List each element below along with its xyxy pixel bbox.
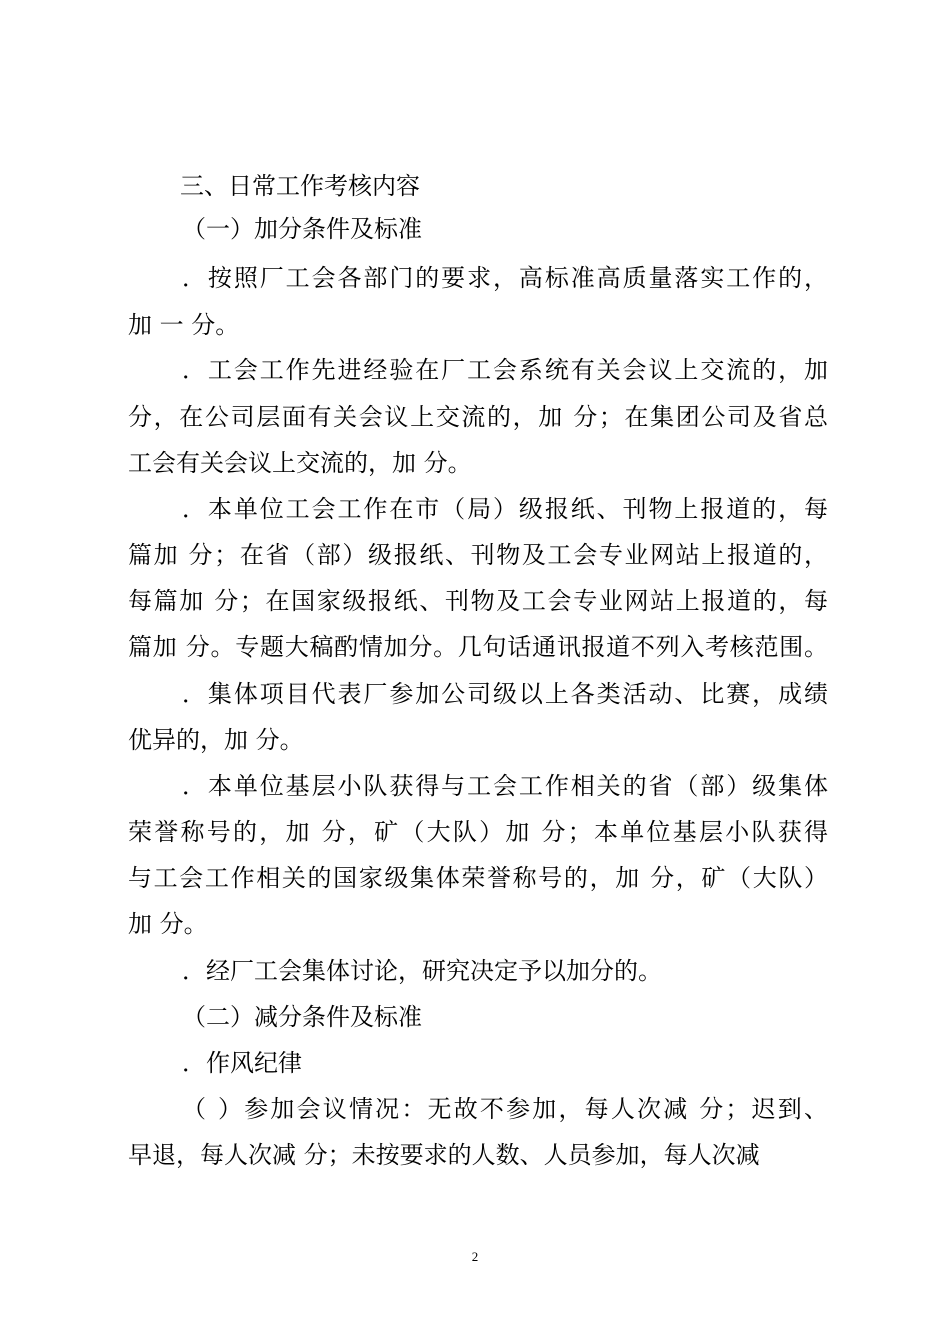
paragraph-line: ．按照厂工会各部门的要求，高标准高质量落实工作的，: [182, 264, 828, 292]
subsection-heading: （二）减分条件及标准: [182, 1003, 422, 1031]
paragraph-line: 加 一 分。: [128, 311, 240, 339]
paragraph-line: 加 分。: [128, 910, 208, 938]
paragraph-line: 工会有关会议上交流的，加 分。: [128, 449, 472, 477]
paragraph-line: ．集体项目代表厂参加公司级以上各类活动、比赛，成绩: [182, 680, 828, 708]
paragraph-line: （ ）参加会议情况：无故不参加，每人次减 分；迟到、: [182, 1095, 828, 1123]
paragraph-line: 分，在公司层面有关会议上交流的，加 分；在集团公司及省总: [128, 403, 828, 431]
paragraph-line: 早退，每人次减 分；未按要求的人数、人员参加，每人次减: [128, 1141, 760, 1169]
paragraph-line: ．工会工作先进经验在厂工会系统有关会议上交流的，加: [182, 356, 828, 384]
section-heading: 三、日常工作考核内容: [180, 172, 420, 200]
paragraph-line: 荣誉称号的，加 分，矿（大队）加 分；本单位基层小队获得: [128, 818, 828, 846]
paragraph-line: ．本单位基层小队获得与工会工作相关的省（部）级集体: [182, 772, 828, 800]
paragraph-line: 篇加 分。专题大稿酌情加分。几句话通讯报道不列入考核范围。: [128, 633, 828, 661]
paragraph-line: 与工会工作相关的国家级集体荣誉称号的，加 分，矿（大队）: [128, 864, 828, 892]
page-number: 2: [471, 1249, 479, 1264]
paragraph-line: ．经厂工会集体讨论，研究决定予以加分的。: [182, 957, 662, 985]
subsection-heading: （一）加分条件及标准: [182, 215, 422, 243]
paragraph-line: 篇加 分；在省（部）级报纸、刊物及工会专业网站上报道的，: [128, 541, 828, 569]
item-heading: ．作风纪律: [182, 1049, 302, 1077]
paragraph-line: ．本单位工会工作在市（局）级报纸、刊物上报道的，每: [182, 495, 828, 523]
paragraph-line: 每篇加 分；在国家级报纸、刊物及工会专业网站上报道的，每: [128, 587, 828, 615]
paragraph-line: 优异的，加 分。: [128, 726, 304, 754]
